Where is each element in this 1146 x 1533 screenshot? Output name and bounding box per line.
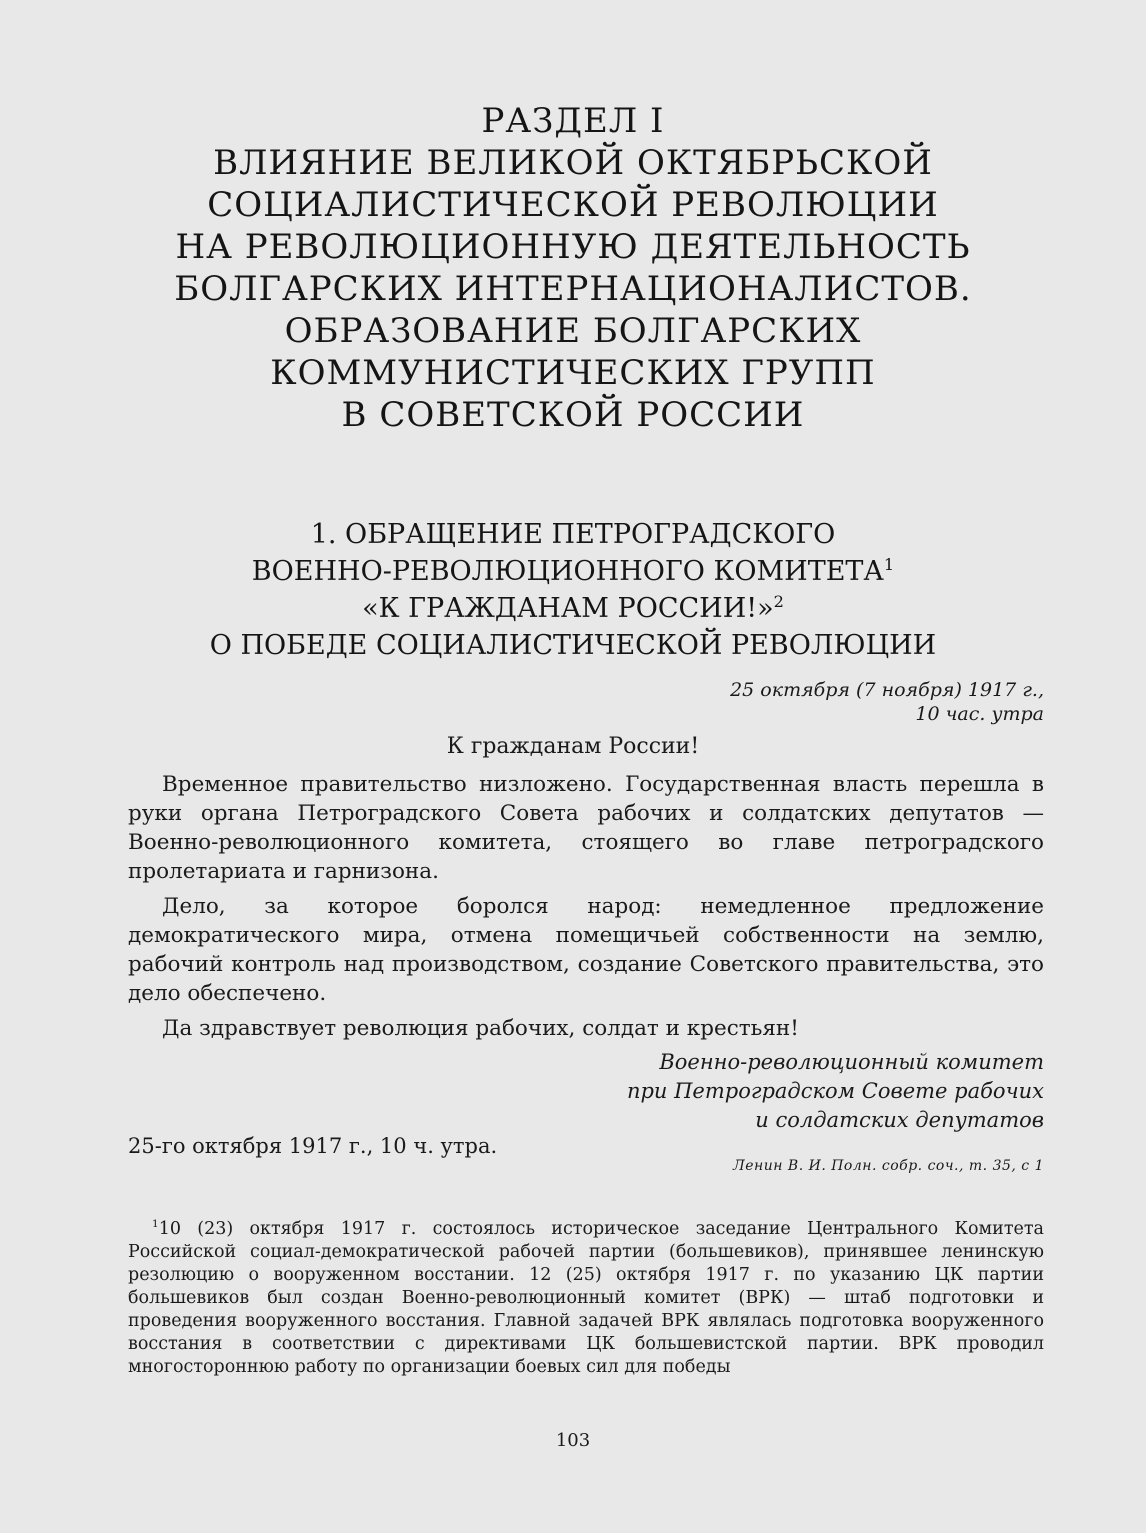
section-line: РАЗДЕЛ I <box>481 101 665 141</box>
section-line: НА РЕВОЛЮЦИОННУЮ ДЕЯТЕЛЬНОСТЬ <box>175 227 971 267</box>
section-line: СОЦИАЛИСТИЧЕСКОЙ РЕВОЛЮЦИИ <box>207 185 939 225</box>
section-line: ОБРАЗОВАНИЕ БОЛГАРСКИХ <box>284 311 862 351</box>
source-citation: Ленин В. И. Полн. собр. соч., т. 35, с 1 <box>733 1158 1044 1174</box>
title-line: О ПОБЕДЕ СОЦИАЛИСТИЧЕСКОЙ РЕВОЛЮЦИИ <box>209 630 937 661</box>
section-line: В СОВЕТСКОЙ РОССИИ <box>341 395 805 435</box>
document-date: 25 октября (7 ноября) 1917 г., 10 час. утра <box>730 679 1044 725</box>
footnote-mark: 1 <box>152 1218 159 1231</box>
section-heading <box>120 100 1026 436</box>
closing-date: 25-го октября 1917 г., 10 ч. утра. <box>128 1134 498 1158</box>
footnote-text: 10 (23) октября 1917 г. состоялось историческое заседание Центрального Комитета Российской социал-демократической рабочей партии (большевиков), принявшее ленинскую резолюцию о вооруженном восстании. 12 (25) октября 1917 г. по указанию ЦК партии большевиков был создан Военно-революционный комитет (ВРК) — штаб подготовки и проведения вооруженного восстания. Главной задачей ВРК являлась подготовка вооруженного восстания в соответствии с директивами ЦК большевистской партии. ВРК проводил многостороннюю работу по организации боевых сил для победы <box>128 1219 1044 1377</box>
footnote <box>128 1218 1044 1379</box>
section-line: КОММУНИСТИЧЕСКИХ ГРУПП <box>270 353 876 393</box>
greeting: К гражданам России! <box>446 734 700 759</box>
section-line: ВЛИЯНИЕ ВЕЛИКОЙ ОКТЯБРЬСКОЙ <box>213 143 933 183</box>
section-line: БОЛГАРСКИХ ИНТЕРНАЦИОНАЛИСТОВ. <box>174 269 972 309</box>
paragraph: Дело, за которое боролся народ: немедленное предложение демократического мира, отмена помещичьей собственности на землю, рабочий контроль над производством, создание Советского правительства, это дело обеспечено. <box>128 894 1044 1006</box>
body-text <box>128 770 1044 1049</box>
signature-block: Военно-революционный комитет при Петроградском Совете рабочих и солдатских депутатов <box>626 1050 1044 1132</box>
title-line: «К ГРАЖДАНАМ РОССИИ!»$^2$ <box>362 592 784 624</box>
title-line: ВОЕННО-РЕВОЛЮЦИОННОГО КОМИТЕТА$^1$ <box>251 555 895 587</box>
footnote-ref[interactable]: 2 <box>773 592 784 611</box>
page-number: 103 <box>555 1430 591 1451</box>
title-line: 1. ОБРАЩЕНИЕ ПЕТРОГРАДСКОГО <box>310 519 836 550</box>
footnote-ref[interactable]: 1 <box>883 555 895 574</box>
paragraph: Да здравствует революция рабочих, солдат и крестьян! <box>162 1016 799 1041</box>
document-title <box>120 516 1026 664</box>
paragraph: Временное правительство низложено. Государственная власть перешла в руки органа Петроградского Совета рабочих и солдатских депутатов — Военно-революционного комитета, стоящего во главе петроградского пролетариата и гарнизона. <box>128 772 1044 884</box>
